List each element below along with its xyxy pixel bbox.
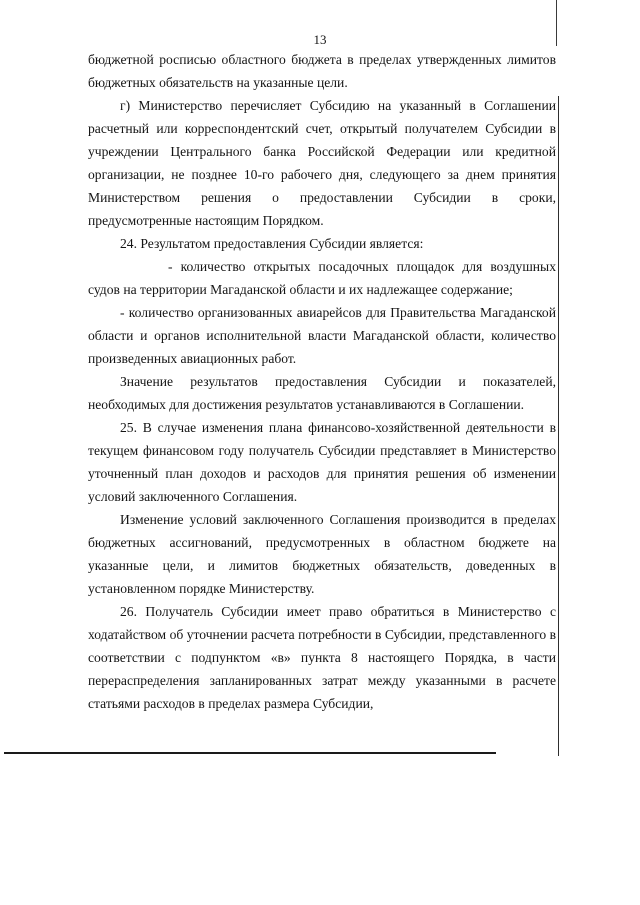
document-body [88,48,556,715]
paragraph-item-26: 26. Получатель Субсидии имеет право обратиться в Министерство с ходатайством об уточнении расчета потребности в Субсидии, представленного в соответствии с подпунктом «в» пункта 8 настоящего Порядка, в части перераспределения запланированных затрат между указанными в расчете статьями расходов в пределах размера Субсидии, [88,604,556,711]
paragraph-agreement-changes: Изменение условий заключенного Соглашения производится в пределах бюджетных ассигнований, предусмотренных в областном бюджете на указанные цели, и лимитов бюджетных обязательств, доведенных в установленном порядке Министерству. [88,512,556,596]
footer-divider-line [4,752,496,754]
paragraph-item-25: 25. В случае изменения плана финансово-хозяйственной деятельности в текущем финансовом году получатель Субсидии представляет в Министерство уточненный план доходов и расходов для принятия решения об изменении условий заключенного Соглашения. [88,420,556,504]
paragraph-item-24: 24. Результатом предоставления Субсидии является: [120,236,424,251]
scan-edge-line-right [558,96,559,756]
paragraph-subitem-g: г) Министерство перечисляет Субсидию на указанный в Соглашении расчетный или корреспондентский счет, открытый получателем Субсидии в учреждении Центрального банка Российской Федерации или кредитной организации, не позднее 10-го рабочего дня, следующего за днем принятия Министерством решения о предоставлении Субсидии в сроки, предусмотренные настоящим Порядком. [88,98,556,228]
paragraph-list-item: - количество открытых посадочных площадок для воздушных судов на территории Магаданской области и их надлежащее содержание; [88,259,556,297]
page-number: 13 [313,32,327,47]
paragraph-results-values: Значение результатов предоставления Субсидии и показателей, необходимых для достижения результатов устанавливаются в Соглашении. [88,374,556,412]
paragraph-list-item: - количество организованных авиарейсов для Правительства Магаданской области и органов исполнительной власти Магаданской области, количество произведенных авиационных работ. [88,305,556,366]
paragraph-continuation: бюджетной росписью областного бюджета в пределах утвержденных лимитов бюджетных обязательств на указанные цели. [88,52,556,90]
